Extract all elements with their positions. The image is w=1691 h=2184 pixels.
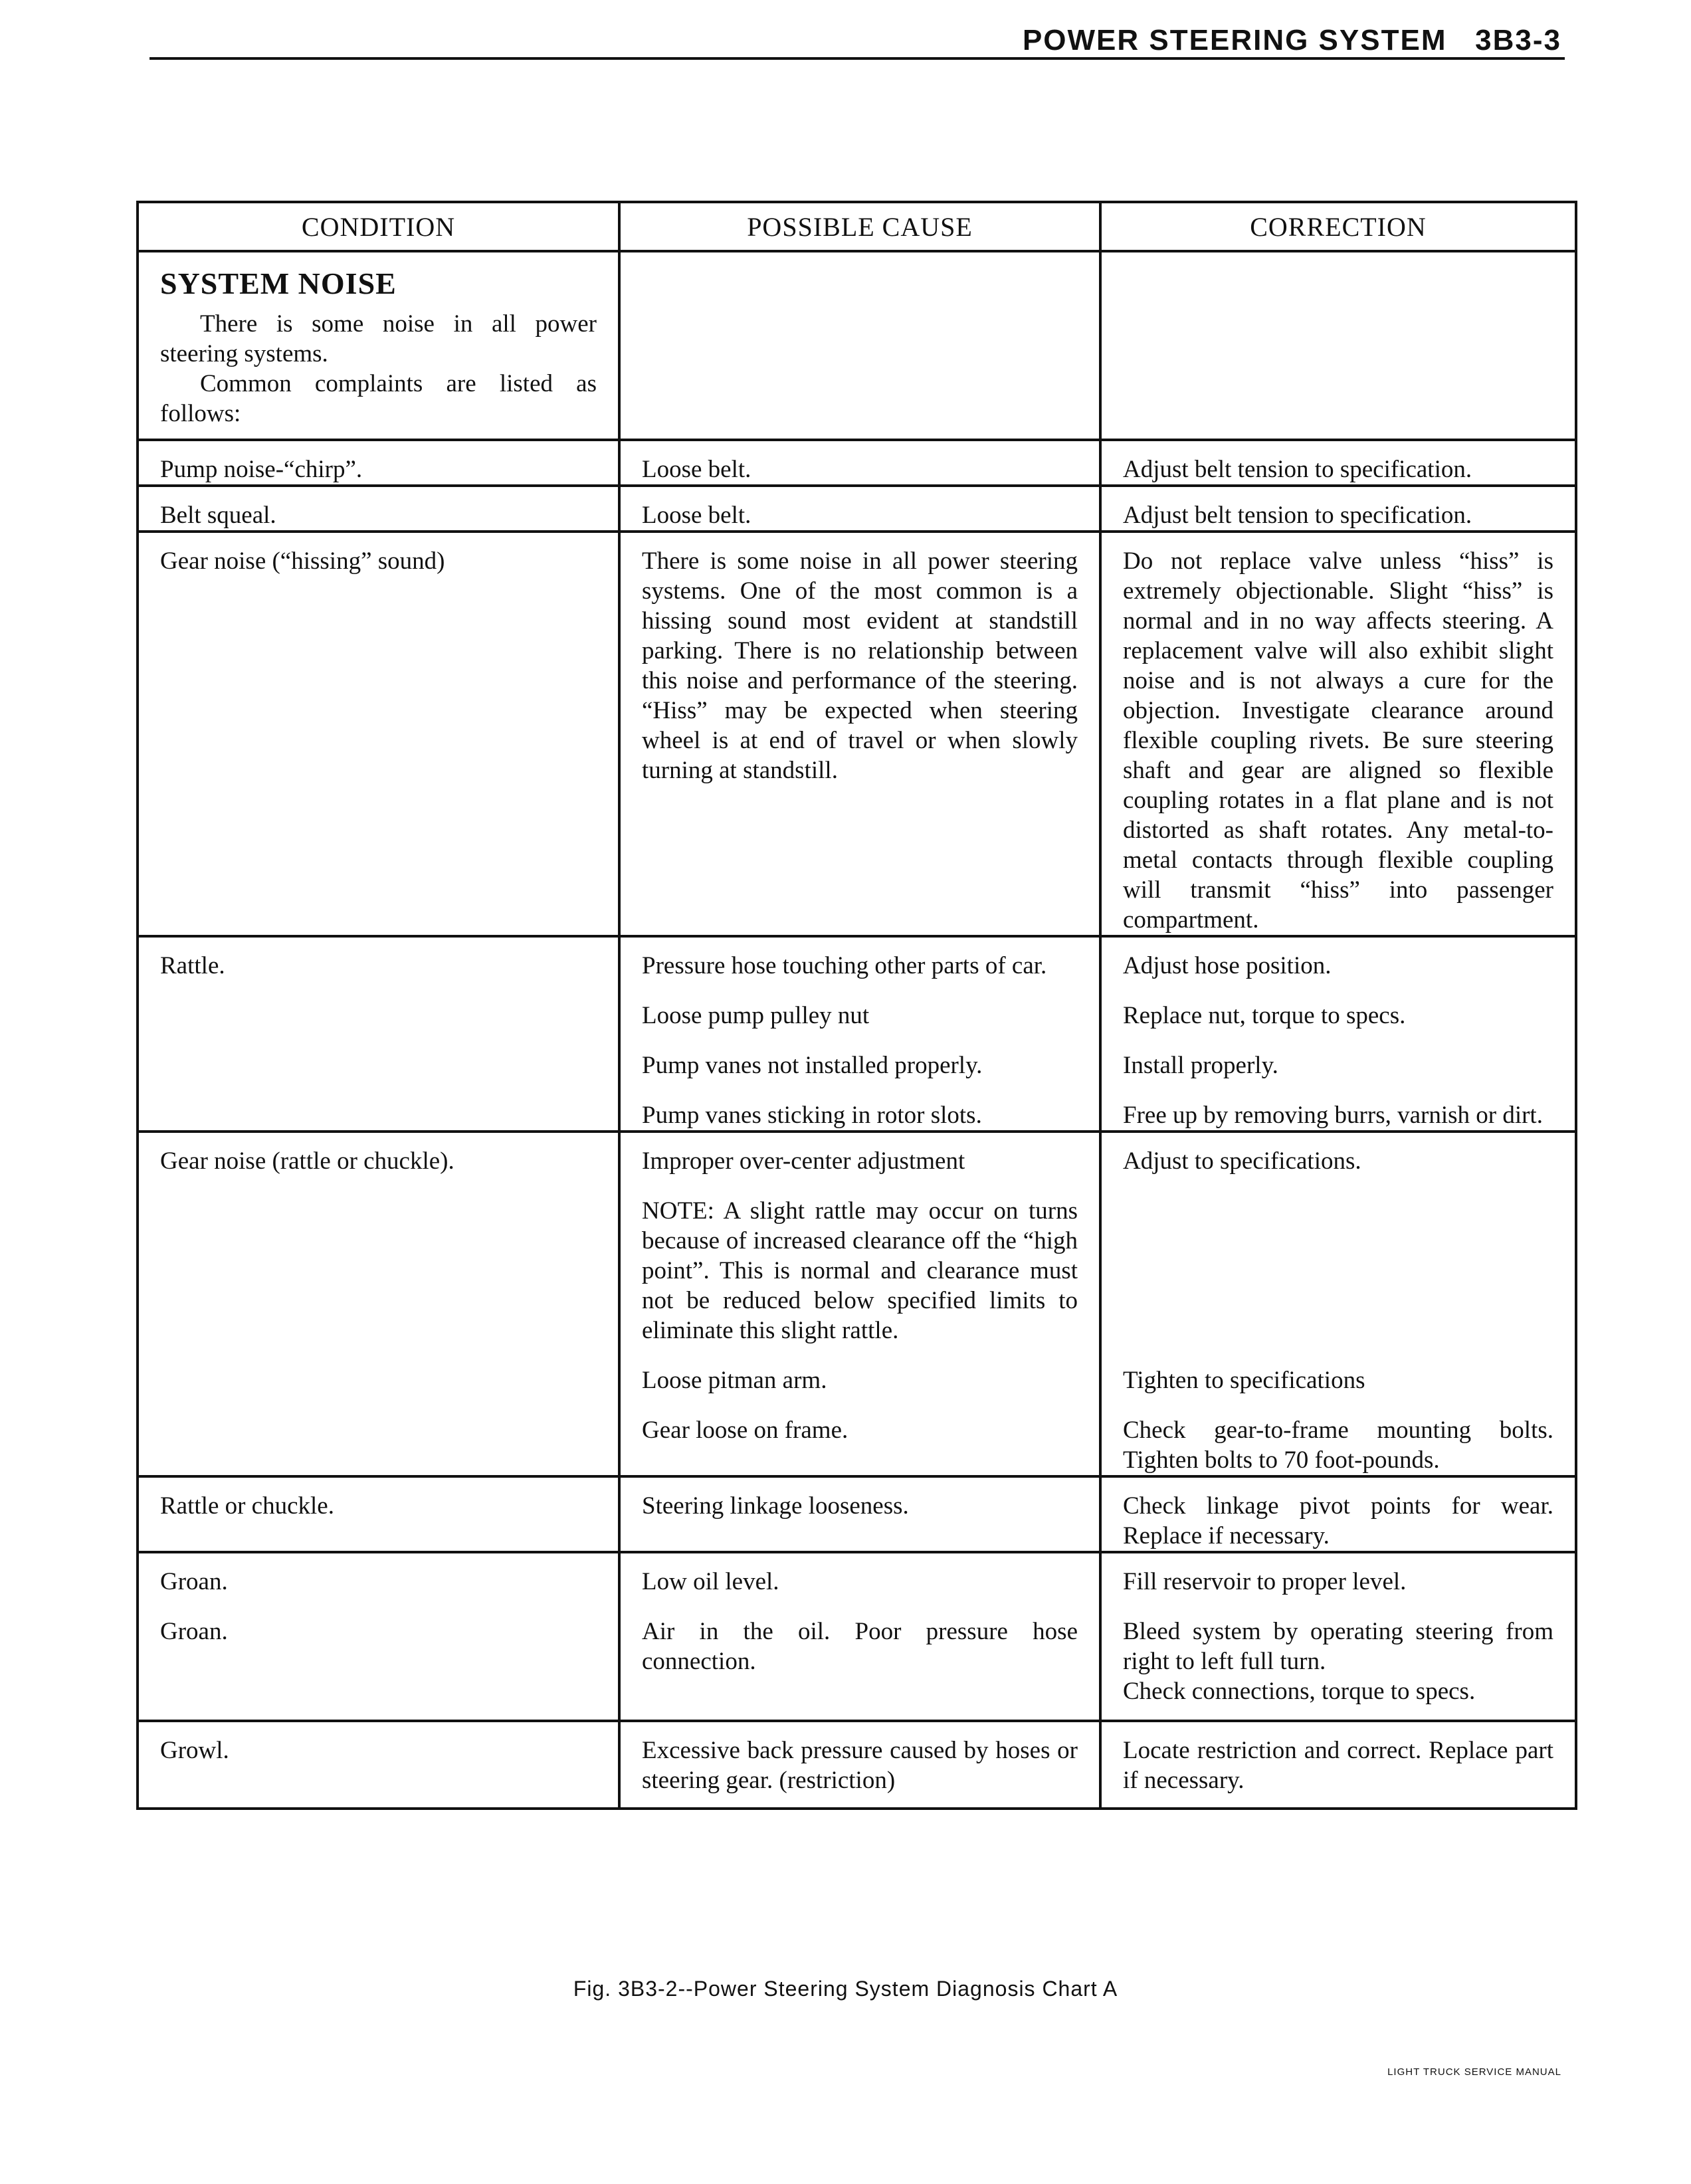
correction-cell: Adjust belt tension to specification. <box>1100 486 1576 532</box>
footer-manual-title: LIGHT TRUCK SERVICE MANUAL <box>1387 2066 1561 2078</box>
correction-cell: Locate restriction and correct. Replace part if necessary. <box>1100 1721 1576 1809</box>
cause-cell: Loose belt. <box>619 486 1100 532</box>
page-header <box>1023 24 1561 57</box>
column-header-possible-cause: POSSIBLE CAUSE <box>619 202 1100 251</box>
correction-cell: Free up by removing burrs, varnish or dirt. <box>1100 1080 1576 1132</box>
section-title: POWER STEERING SYSTEM <box>1022 24 1447 56</box>
correction-cell: Check linkage pivot points for wear. Replace if necessary. <box>1100 1476 1576 1552</box>
table-row <box>138 1476 1576 1552</box>
empty-cell <box>619 251 1100 440</box>
cause-cell: There is some noise in all power steering systems. One of the most common is a hissing sound most evident at standstill parking. There is no relationship between this noise and performance of the steering. “Hiss” may be expected when steering wheel is at end of travel or when slowly turning at standstill. <box>619 532 1100 936</box>
table-row <box>138 440 1576 486</box>
table-row <box>138 486 1576 532</box>
correction-cell: Do not replace valve unless “hiss” is extremely objectionable. Slight “hiss” is normal and in no way affects steering. A replacement valve will also exhibit slight noise and is not always a cure for the objection. Investigate clearance around flexible coupling rivets. Be sure steering shaft and gear are aligned so flexible coupling rotates in a flat plane and is not distorted as shaft rotates. Any metal-to-metal contacts through flexible coupling will transmit “hiss” into passenger compartment. <box>1100 532 1576 936</box>
correction-cell: Bleed system by operating steering from right to left full turn. <box>1100 1597 1576 1676</box>
cause-cell: Loose pump pulley nut <box>619 981 1100 1031</box>
intro-heading: SYSTEM NOISE <box>160 266 397 300</box>
column-header-correction: CORRECTION <box>1100 202 1576 251</box>
correction-cell: Fill reservoir to proper level. <box>1100 1552 1576 1597</box>
empty-cell <box>1100 251 1576 440</box>
table-row <box>138 1132 1576 1176</box>
correction-cell: Check connections, torque to specs. <box>1100 1676 1576 1721</box>
cause-cell: Loose pitman arm. <box>619 1345 1100 1395</box>
cause-cell: Low oil level. <box>619 1552 1100 1597</box>
condition-cell: Belt squeal. <box>138 486 619 532</box>
cause-cell: Excessive back pressure caused by hoses or steering gear. (restriction) <box>619 1721 1100 1809</box>
cause-cell: Loose belt. <box>619 440 1100 486</box>
condition-cell: Pump noise-“chirp”. <box>138 440 619 486</box>
table-row <box>138 1552 1576 1597</box>
correction-cell: Adjust to specifications. <box>1100 1132 1576 1176</box>
condition-cell: Gear noise (rattle or chuckle). <box>138 1132 619 1476</box>
intro-cell <box>138 251 619 440</box>
table-row <box>138 1597 1576 1676</box>
table-row <box>138 936 1576 981</box>
header-rule <box>149 57 1565 60</box>
cause-cell: Pressure hose touching other parts of car. <box>619 936 1100 981</box>
page-number: 3B3-3 <box>1475 24 1561 56</box>
correction-cell: Tighten to specifications <box>1100 1345 1576 1395</box>
intro-paragraph: There is some noise in all power steering systems. <box>160 310 597 367</box>
correction-cell: Install properly. <box>1100 1031 1576 1080</box>
correction-cell: Adjust hose position. <box>1100 936 1576 981</box>
condition-cell: Groan. <box>138 1552 619 1597</box>
cause-cell: Improper over-center adjustment <box>619 1132 1100 1176</box>
cause-cell: Steering linkage looseness. <box>619 1476 1100 1552</box>
intro-paragraph: Common complaints are listed as follows: <box>160 370 597 427</box>
cause-cell: Pump vanes sticking in rotor slots. <box>619 1080 1100 1132</box>
condition-cell: Rattle. <box>138 936 619 1132</box>
table-row <box>138 532 1576 936</box>
table-row <box>138 1721 1576 1809</box>
cause-cell: NOTE: A slight rattle may occur on turns because of increased clearance off the “high point”. This is normal and clearance must not be reduced below specified limits to eliminate this slight rattle. <box>619 1176 1100 1345</box>
cause-cell: Air in the oil. Poor pressure hose connection. <box>619 1597 1100 1721</box>
condition-cell: Growl. <box>138 1721 619 1809</box>
condition-cell: Groan. <box>138 1597 619 1721</box>
header-row <box>138 202 1576 251</box>
condition-cell: Gear noise (“hissing” sound) <box>138 532 619 936</box>
cause-cell: Pump vanes not installed properly. <box>619 1031 1100 1080</box>
cause-cell: Gear loose on frame. <box>619 1395 1100 1476</box>
correction-cell: Check gear-to-frame mounting bolts. Tighten bolts to 70 foot-pounds. <box>1100 1395 1576 1476</box>
condition-cell: Rattle or chuckle. <box>138 1476 619 1552</box>
correction-cell: Adjust belt tension to specification. <box>1100 440 1576 486</box>
column-header-condition: CONDITION <box>138 202 619 251</box>
intro-row <box>138 251 1576 440</box>
diagnosis-chart <box>136 201 1577 1810</box>
figure-caption: Fig. 3B3-2--Power Steering System Diagnosis Chart A <box>573 1977 1118 2001</box>
correction-cell <box>1100 1176 1576 1345</box>
correction-cell: Replace nut, torque to specs. <box>1100 981 1576 1031</box>
